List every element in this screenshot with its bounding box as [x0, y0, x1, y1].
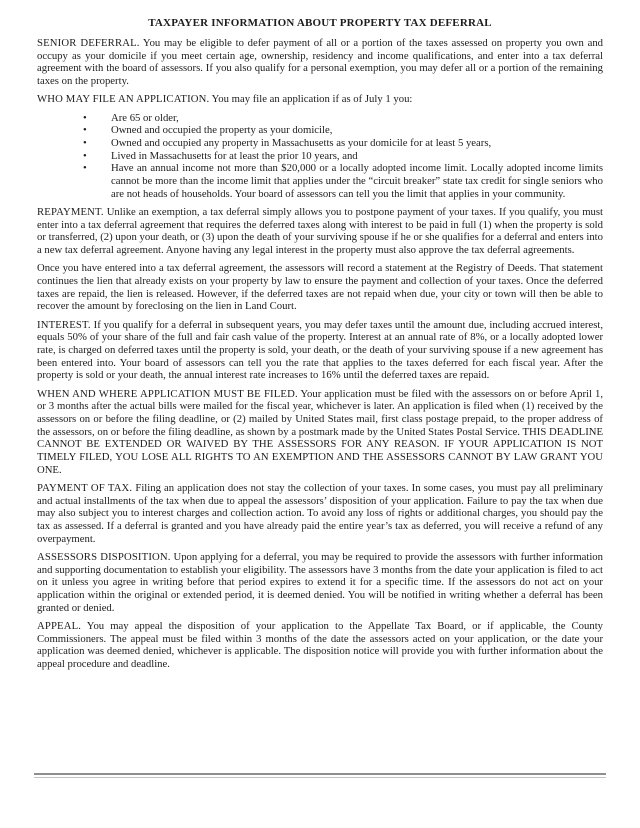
page-title: TAXPAYER INFORMATION ABOUT PROPERTY TAX DEFERRAL — [148, 17, 492, 29]
paragraph-who-may-file — [37, 93, 603, 106]
paragraph-assessors-disposition — [37, 551, 603, 615]
bullet-text: Lived in Massachusetts for at least the prior 10 years, and — [111, 149, 358, 162]
section-heading: WHEN AND WHERE APPLICATION MUST BE FILED. — [37, 387, 298, 400]
section-heading: INTEREST. — [37, 318, 91, 331]
paragraph-lien-recording — [37, 262, 603, 313]
section-heading: APPEAL. — [37, 620, 82, 633]
section-heading: ASSESSORS DISPOSITION. — [37, 551, 171, 564]
section-text: Your application must be filed with the assessors on or before April 1, or 3 months after the actual bills were mailed for the fiscal year, whichever is later. An application is filed when (1) received by the assessors on or before the filing deadline, or (2) mailed by United States mail, first class postage prepaid, to the proper address of the assessors, on or before the filing deadline, as shown by a postmark made by the United States Postal Service. THIS DEADLINE CANNOT BE EXTENDED OR WAIVED BY THE ASSESSORS FOR ANY REASON. IF YOUR APPLICATION IS NOT TIMELY FILED, YOU LOSE ALL RIGHTS TO AN EXEMPTION AND THE ASSESSORS CANNOT BY LAW GRANT YOU ONE. — [37, 387, 603, 476]
bullet-item — [37, 137, 603, 150]
bullet-icon: • — [83, 136, 87, 149]
paragraph-interest — [37, 319, 603, 383]
section-text: Filing an application does not stay the collection of your taxes. In some cases, you must pay all preliminary and actual installments of the tax when due to appeal the assessors’ disposition of your application. Failure to pay the tax when due may also subject you to interest charges and collection action. To avoid any loss of rights or additional charges, you should pay the tax as assessed. If a deferral is granted and you have already paid the entire year’s tax as deferred, you will receive a refund of any overpayment. — [37, 482, 603, 545]
paragraph-filing-deadline — [37, 388, 603, 477]
paragraph-repayment — [37, 206, 603, 257]
section-heading: REPAYMENT. — [37, 205, 104, 218]
bullet-item — [37, 150, 603, 163]
section-text: Once you have entered into a tax deferral agreement, the assessors will record a statement at the Registry of Deeds. That statement continues the lien that already exists on your property by law to ensure the payment and collection of your taxes. Once the deferred taxes are repaid, the lien is released. However, if the deferred taxes are not repaid when due, your city or town will then be able to recover the amount by foreclosing on the lien in Land Court. — [37, 262, 603, 313]
bullet-item — [37, 162, 603, 200]
bullet-text: Have an annual income not more than $20,000 or a locally adopted income limit. Locally adopted income limits cannot be more than the income limit that applies under the “circuit breaker” state tax credit for single seniors who are not heads of households. Your board of assessors can tell you the limit that applies in your community. — [111, 162, 603, 200]
section-heading: WHO MAY FILE AN APPLICATION. — [37, 93, 210, 106]
bullet-text: Are 65 or older, — [111, 111, 179, 124]
section-heading: SENIOR DEFERRAL. — [37, 37, 140, 49]
bullet-item — [37, 124, 603, 137]
bullet-icon: • — [83, 162, 87, 175]
bullet-item — [37, 112, 603, 125]
section-text: If you qualify for a deferral in subsequent years, you may defer taxes until the amount due, including accrued interest, equals 50% of your share of the full and fair cash value of the property. Interest at an annual rate of 8%, or a locally adopted lower rate, is charged on deferred taxes until the property is sold, your death, or the death of your surviving spouse if a new agreement has been entered into. Your board of assessors can tell you the rate that applies to the taxes deferred for each fiscal year. After the property is sold or your death, the annual interest rate increases to 16% until the deferred taxes are repaid. — [37, 318, 604, 382]
section-text: You may appeal the disposition of your application to the Appellate Tax Board, or if applicable, the County Commissioners. The appeal must be filed within 3 months of the date the assessors acted on your application, or the date your application was deemed denied, whichever is applicable. The disposition notice will provide you with further information about the appeal procedure and deadline. — [37, 620, 604, 671]
section-text: You may be eligible to defer payment of all or a portion of the taxes assessed on property you own and occupy as your domicile if you meet certain age, ownership, residency and income qualifications, and enter into a tax deferral agreement with the board of assessors. If you also qualify for a personal exemption, you may defer all or a portion of the remaining taxes on the property. — [37, 37, 604, 88]
paragraph-payment-of-tax — [37, 482, 603, 546]
paragraph-appeal — [37, 620, 603, 671]
section-text: Upon applying for a deferral, you may be required to provide the assessors with further information and supporting documentation to establish your eligibility. The assessors have 3 months from the date your application is filed to act on it unless you agree in writing before that period expires to extend it for a specific time. If the assessors do not act on your application within the original or extended period, it is deemed denied. You will be notified in writing whether a deferral has been granted or denied. — [37, 551, 603, 614]
bullet-text: Owned and occupied any property in Massachusetts as your domicile for at least 5 years, — [111, 136, 492, 149]
bullet-text: Owned and occupied the property as your domicile, — [111, 124, 333, 137]
bottom-divider — [34, 773, 606, 778]
paragraph-senior-deferral — [37, 37, 603, 88]
bullet-icon: • — [83, 111, 87, 124]
section-text: You may file an application if as of July 1 you: — [211, 93, 413, 106]
bullet-icon: • — [83, 149, 87, 162]
section-heading: PAYMENT OF TAX. — [37, 482, 133, 494]
bullet-icon: • — [83, 124, 87, 137]
bullet-list — [37, 112, 603, 201]
section-text: Unlike an exemption, a tax deferral simply allows you to postpone payment of your taxes. If you qualify, you must enter into a tax deferral agreement that requires the deferred taxes along with interest to be paid in full (1) when the property is sold or transferred, (2) upon your death, or (3) upon the death of your surviving spouse if he or she qualifies for a deferral and enters into a new tax deferral agreement. Anyone having any legal interest in the property must also approve the tax deferral agreements. — [37, 205, 604, 257]
